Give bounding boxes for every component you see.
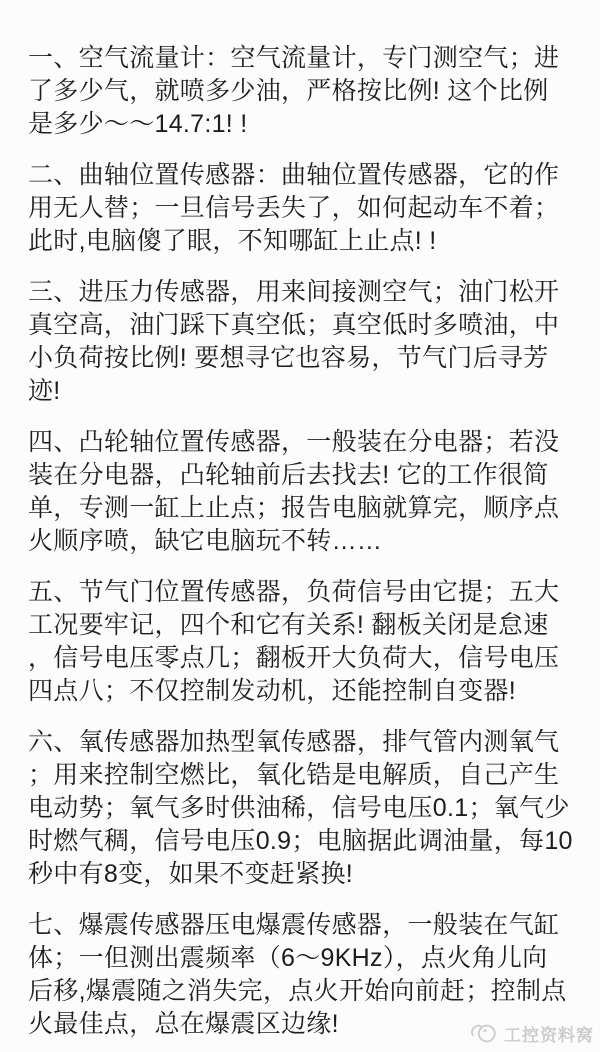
text-line: 装在分电器，凸轮轴前后去找去! 它的工作很简 [28,461,549,489]
paragraph-air-flow-meter [28,42,576,141]
text-line: ，信号电压零点几；翻板开大负荷大，信号电压 [28,644,560,672]
paragraph-intake-pressure-sensor [28,276,576,408]
text-line: 工况要牢记，四个和它有关系! 翻板关闭是怠速 [28,611,549,639]
text-line: 体；一但测出震频率（6～9KHz），点火角儿向 [28,944,548,972]
text-line: 二、曲轴位置传感器：曲轴位置传感器，它的作 [28,161,560,189]
paragraph-list [28,42,576,1041]
text-line: 此时,电脑傻了眼，不知哪缸上止点! ! [28,227,437,255]
text-line: 秒中有8变，如果不变赶紧换! [28,860,354,888]
text-line: 小负荷按比例! 要想寻它也容易，节气门后寻芳 [28,344,549,372]
text-line: 四点八；不仅控制发动机，还能控制自变器! [28,677,516,705]
text-line: 单，专测一缸上止点；报告电脑就算完，顺序点 [28,494,560,522]
text-line: 七、爆震传感器压电爆震传感器，一般装在气缸 [28,911,560,939]
text-line: 火最佳点，总在爆震区边缘! [28,1010,339,1038]
text-line: 三、进压力传感器，用来间接测空气；油门松开 [28,278,560,306]
text-line: 是多少～～14.7:1! ! [28,110,248,138]
text-line: 用无人替；一旦信号丢失了，如何起动车不着； [28,194,560,222]
text-line: 了多少气，就喷多少油，严格按比例! 这个比例 [28,77,549,105]
watermark-text: 工控资料窝 [504,1025,594,1045]
text-line: 后移,爆震随之消失完，点火开始向前赶；控制点 [28,977,567,1005]
text-line: ；用来控制空燃比，氧化锆是电解质，自己产生 [28,761,560,789]
text-line: 六、氧传感器加热型氧传感器，排气管内测氧气 [28,728,560,756]
text-line: 四、凸轮轴位置传感器，一般装在分电器；若没 [28,428,560,456]
text-line: 时燃气稠，信号电压0.9；电脑据此调油量，每10 [28,827,573,855]
text-line: 火顺序喷，缺它电脑玩不转…… [28,527,383,555]
text-line: 电动势；氧气多时供油稀，信号电压0.1；氧气少 [28,794,570,822]
paragraph-crankshaft-position-sensor [28,159,576,258]
watermark-logo-icon [469,1020,499,1046]
text-line: 真空高，油门踩下真空低；真空低时多喷油，中 [28,311,560,339]
text-line: 五、节气门位置传感器，负荷信号由它提；五大 [28,578,560,606]
watermark [469,1020,594,1046]
text-line: 一、空气流量计：空气流量计，专门测空气；进 [28,44,560,72]
text-line: 迹! [28,377,61,405]
paragraph-throttle-position-sensor [28,576,576,708]
paragraph-oxygen-sensor [28,726,576,891]
paragraph-camshaft-position-sensor [28,426,576,558]
